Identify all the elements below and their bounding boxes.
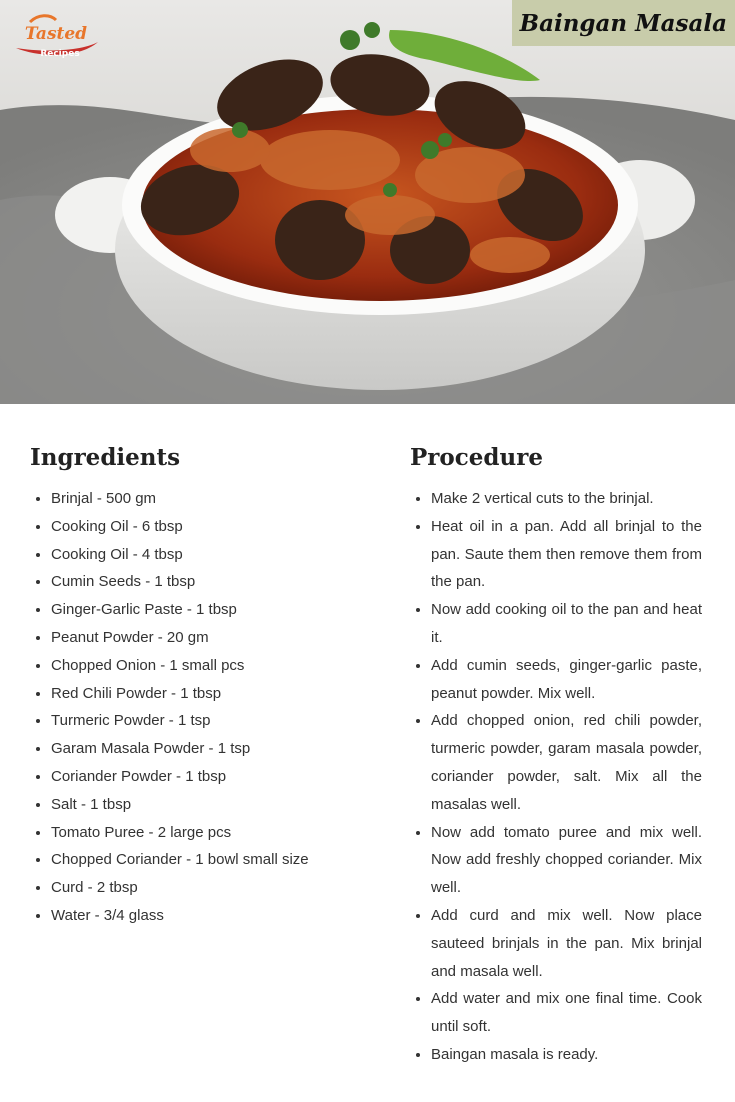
procedure-step: • Now add tomato puree and mix well. Now add freshly chopped coriander. Mix well. xyxy=(431,819,702,902)
ingredient-item: • Garam Masala Powder - 1 tsp xyxy=(51,735,370,763)
ingredient-item: • Water - 3/4 glass xyxy=(51,902,370,930)
dish-photo-illustration xyxy=(0,0,735,404)
ingredient-item: • Chopped Coriander - 1 bowl small size xyxy=(51,846,370,874)
ingredient-item: • Ginger-Garlic Paste - 1 tbsp xyxy=(51,596,370,624)
ingredient-item: • Brinjal - 500 gm xyxy=(51,485,370,513)
procedure-step: • Add curd and mix well. Now place sauteed brinjals in the pan. Mix brinjal and masala well. xyxy=(431,902,702,985)
ingredients-heading: Ingredients xyxy=(30,444,181,471)
procedure-step: • Add cumin seeds, ginger-garlic paste, peanut powder. Mix well. xyxy=(431,652,702,708)
ingredient-item: • Cooking Oil - 4 tbsp xyxy=(51,541,370,569)
ingredient-item: • Coriander Powder - 1 tbsp xyxy=(51,763,370,791)
ingredient-item: • Red Chili Powder - 1 tbsp xyxy=(51,680,370,708)
tasted-recipes-logo xyxy=(10,12,102,62)
ingredient-item: • Turmeric Powder - 1 tsp xyxy=(51,707,370,735)
ingredient-item: • Curd - 2 tbsp xyxy=(51,874,370,902)
svg-text:Tasted: Tasted xyxy=(24,24,88,44)
ingredient-item: • Cumin Seeds - 1 tbsp xyxy=(51,568,370,596)
ingredient-item: • Salt - 1 tbsp xyxy=(51,791,370,819)
procedure-step: • Now add cooking oil to the pan and heat it. xyxy=(431,596,702,652)
ingredient-item: • Cooking Oil - 6 tbsp xyxy=(51,513,370,541)
procedure-step: • Baingan masala is ready. xyxy=(431,1041,702,1069)
recipe-title-banner xyxy=(512,0,735,46)
ingredients-section xyxy=(30,444,370,930)
ingredient-item: • Chopped Onion - 1 small pcs xyxy=(51,652,370,680)
procedure-section xyxy=(410,444,702,1069)
ingredients-list xyxy=(30,485,370,930)
procedure-step: • Add chopped onion, red chili powder, turmeric powder, garam masala powder, coriander powder, salt. Mix all the masalas well. xyxy=(431,707,702,818)
procedure-heading: Procedure xyxy=(410,444,543,471)
ingredient-item: • Peanut Powder - 20 gm xyxy=(51,624,370,652)
procedure-step: • Add water and mix one final time. Cook until soft. xyxy=(431,985,702,1041)
procedure-list xyxy=(410,485,702,1069)
procedure-step: • Make 2 vertical cuts to the brinjal. xyxy=(431,485,702,513)
svg-text:Recipes: Recipes xyxy=(40,49,80,59)
ingredient-item: • Tomato Puree - 2 large pcs xyxy=(51,819,370,847)
recipe-title: Baingan Masala xyxy=(519,9,727,37)
procedure-step: • Heat oil in a pan. Add all brinjal to the pan. Saute them then remove them from the pan. xyxy=(431,513,702,596)
hero-image xyxy=(0,0,735,404)
